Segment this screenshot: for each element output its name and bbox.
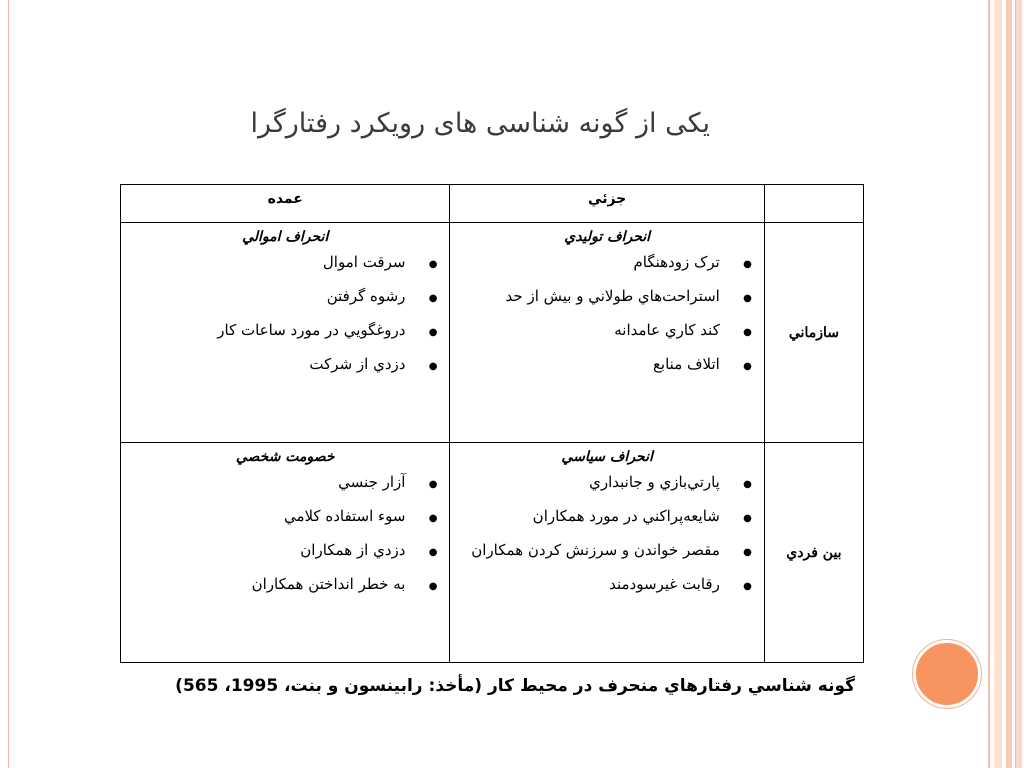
cell-title: انحراف اموالي bbox=[242, 229, 329, 245]
cell-interpersonal-minor bbox=[450, 443, 764, 663]
list-item: ● به خطر انداختن همکاران bbox=[129, 575, 441, 594]
list-item: ● ترک زودهنگام bbox=[458, 253, 755, 272]
list-item: ● شايعه‌پراکني در مورد همکاران bbox=[458, 507, 755, 526]
cell-title: خصومت شخصي bbox=[235, 449, 335, 465]
list-item: ● آزار جنسي bbox=[129, 473, 441, 492]
cell-organizational-minor bbox=[450, 223, 764, 443]
decorative-stripes bbox=[984, 0, 1024, 768]
list-item: ● دروغگويي در مورد ساعات کار bbox=[129, 321, 441, 340]
row-label-organizational: سازماني bbox=[764, 223, 863, 443]
list-item: ● پارتي‌بازي و جانبداري bbox=[458, 473, 755, 492]
slide-title: یکی از گونه شناسی های رویکرد رفتارگرا bbox=[250, 108, 710, 139]
table-caption: گونه شناسي رفتارهاي منحرف در محيط كار (مأخذ: رابينسون و بنت، 1995، 565) bbox=[175, 676, 855, 696]
list-item: ● دزدي از شرکت bbox=[129, 355, 441, 374]
header-minor: جزئي bbox=[450, 185, 764, 223]
decorative-circle bbox=[913, 640, 981, 708]
list-item: ● کند کاري عامدانه bbox=[458, 321, 755, 340]
list-item: ● رشوه گرفتن bbox=[129, 287, 441, 306]
list-item: ● مقصر خواندن و سرزنش کردن همکاران bbox=[458, 541, 755, 560]
list-item: ● اتلاف منابع bbox=[458, 355, 755, 374]
list-item: ● رقابت غيرسودمند bbox=[458, 575, 755, 594]
row-label-interpersonal: بين فردي bbox=[764, 443, 863, 663]
list-item: ● استراحت‌هاي طولاني و بيش از حد bbox=[458, 287, 755, 306]
list-item: ● سرقت اموال bbox=[129, 253, 441, 272]
deviance-typology-table bbox=[120, 184, 864, 663]
header-empty bbox=[764, 185, 863, 223]
header-major: عمده bbox=[121, 185, 450, 223]
list-item: ● سوء استفاده کلامي bbox=[129, 507, 441, 526]
cell-title: انحراف سياسي bbox=[561, 449, 653, 465]
cell-interpersonal-major bbox=[121, 443, 450, 663]
cell-organizational-major bbox=[121, 223, 450, 443]
list-item: ● دزدي از همکاران bbox=[129, 541, 441, 560]
cell-title: انحراف توليدي bbox=[564, 229, 651, 245]
